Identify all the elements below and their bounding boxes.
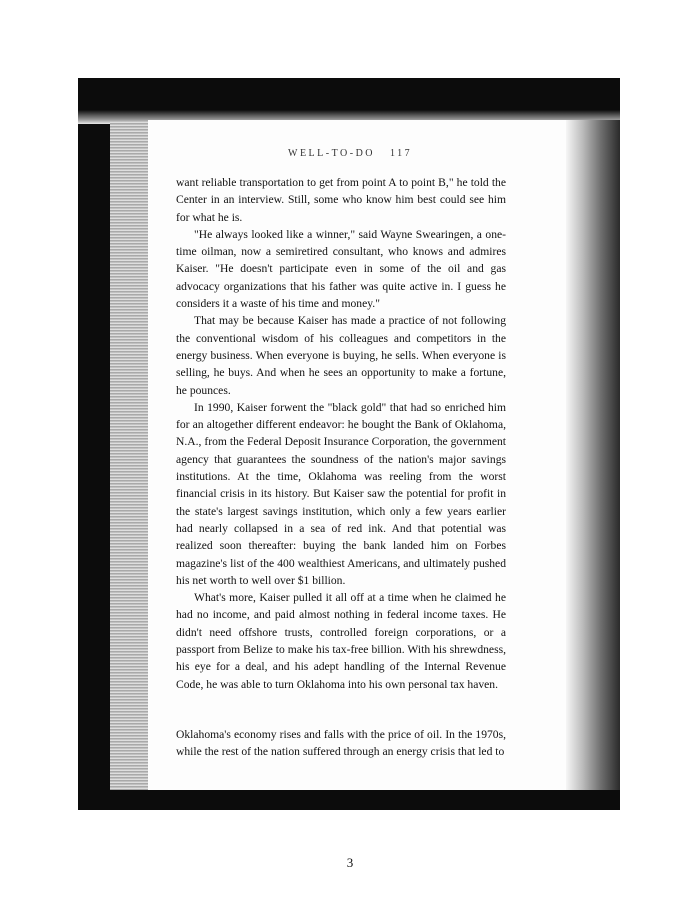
body-text bbox=[176, 174, 506, 761]
paragraph-5: What's more, Kaiser pulled it all off at a time when he claimed he had no income, and paid almost nothing in federal income taxes. He didn't need offshore trusts, controlled foreign corporations, or a passport from Belize to make his tax-free billion. With his shrewdness, his eye for a deal, and his adept handling of the Internal Revenue Code, he was able to turn Oklahoma into his own personal tax haven. bbox=[176, 591, 506, 691]
paragraph-1: want reliable transportation to get from point A to point B," he told the Center in an interview. Still, some who know him best could see him for what he is. bbox=[176, 176, 506, 224]
document-page-number: 3 bbox=[346, 855, 354, 870]
running-title: WELL-TO-DO bbox=[288, 148, 376, 159]
paragraph-3: That may be because Kaiser has made a practice of not following the conventional wisdom of his colleagues and competitors in the energy business. When everyone is buying, he sells. When everyone is selling, he buys. And when he sees an opportunity to make a fortune, he pounces. bbox=[176, 314, 506, 397]
running-header bbox=[288, 148, 412, 159]
book-page-number: 117 bbox=[390, 148, 413, 159]
paragraph-4: In 1990, Kaiser forwent the "black gold" that had so enriched him for an altogether different endeavor: he bought the Bank of Oklahoma, N.A., from the Federal Deposit Insurance Corporation, the government agency that guarantees the soundness of the nation's major savings institutions. At the time, Oklahoma was reeling from the worst financial crisis in its history. But Kaiser saw the potential for profit in the state's largest savings institution, which only a few years earlier had nearly collapsed in a sea of red ink. And that potential was realized soon thereafter: buying the bank landed him on Forbes magazine's list of the 400 wealthiest Americans, and ultimately pushed his net worth to well over $1 billion. bbox=[176, 400, 506, 587]
page-right-edge bbox=[566, 120, 620, 790]
paragraph-2: "He always looked like a winner," said Wayne Swearingen, a one-time oilman, now a semiretired consultant, who knows and admires Kaiser. "He doesn't participate even in some of the oil and gas advocacy organizations that his father was quite active in. I guess he considers it a waste of his time and money." bbox=[176, 227, 506, 311]
paragraph-6: Oklahoma's economy rises and falls with the price of oil. In the 1970s, while the rest of the nation suffered through an energy crisis that led to bbox=[176, 727, 506, 759]
page-left-edge bbox=[110, 120, 148, 790]
